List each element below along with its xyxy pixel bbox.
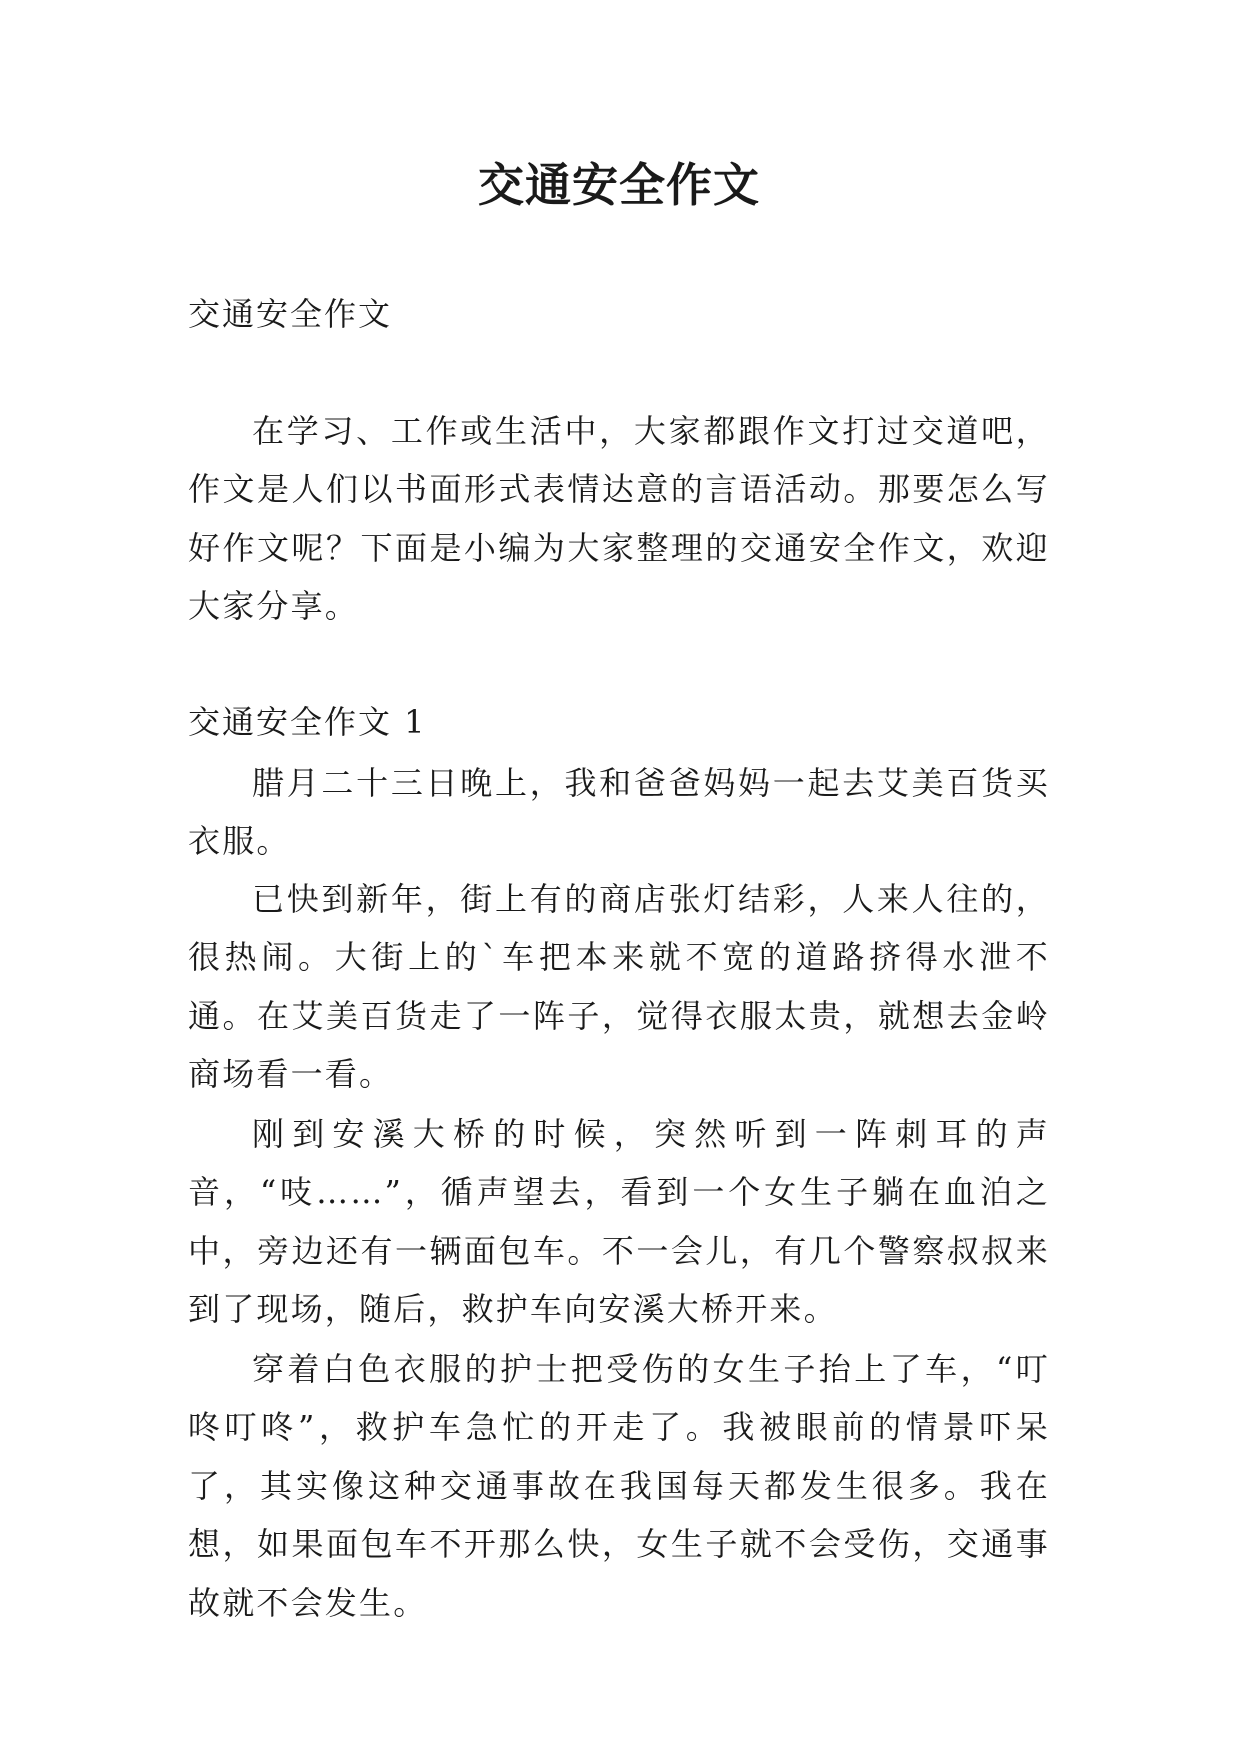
document-title: 交通安全作文	[478, 158, 760, 212]
body-paragraph: 已快到新年，街上有的商店张灯结彩，人来人往的，很热闹。大街上的`车把本来就不宽的道路挤得水泄不通。在艾美百货走了一阵子，觉得衣服太贵，就想去金岭商场看一看。	[188, 880, 1050, 1094]
section-heading: 交通安全作文 1	[188, 703, 427, 741]
document-page	[188, 0, 1050, 1622]
body-paragraph: 刚到安溪大桥的时候，突然听到一阵刺耳的声音，“吱……”，循声望去，看到一个女生子躺在血泊之中，旁边还有一辆面包车。不一会儿，有几个警察叔叔来到了现场，随后，救护车向安溪大桥开来。	[188, 1115, 1050, 1329]
document-subtitle: 交通安全作文	[188, 295, 393, 333]
intro-paragraph: 在学习、工作或生活中，大家都跟作文打过交道吧，作文是人们以书面形式表情达意的言语活动。那要怎么写好作文呢？下面是小编为大家整理的交通安全作文，欢迎大家分享。	[188, 412, 1050, 626]
body-paragraph: 腊月二十三日晚上，我和爸爸妈妈一起去艾美百货买衣服。	[188, 764, 1050, 861]
body-paragraph: 穿着白色衣服的护士把受伤的女生子抬上了车，“叮咚叮咚”，救护车急忙的开走了。我被眼前的情景吓呆了，其实像这种交通事故在我国每天都发生很多。我在想，如果面包车不开那么快，女生子就不会受伤，交通事故就不会发生。	[188, 1350, 1050, 1622]
